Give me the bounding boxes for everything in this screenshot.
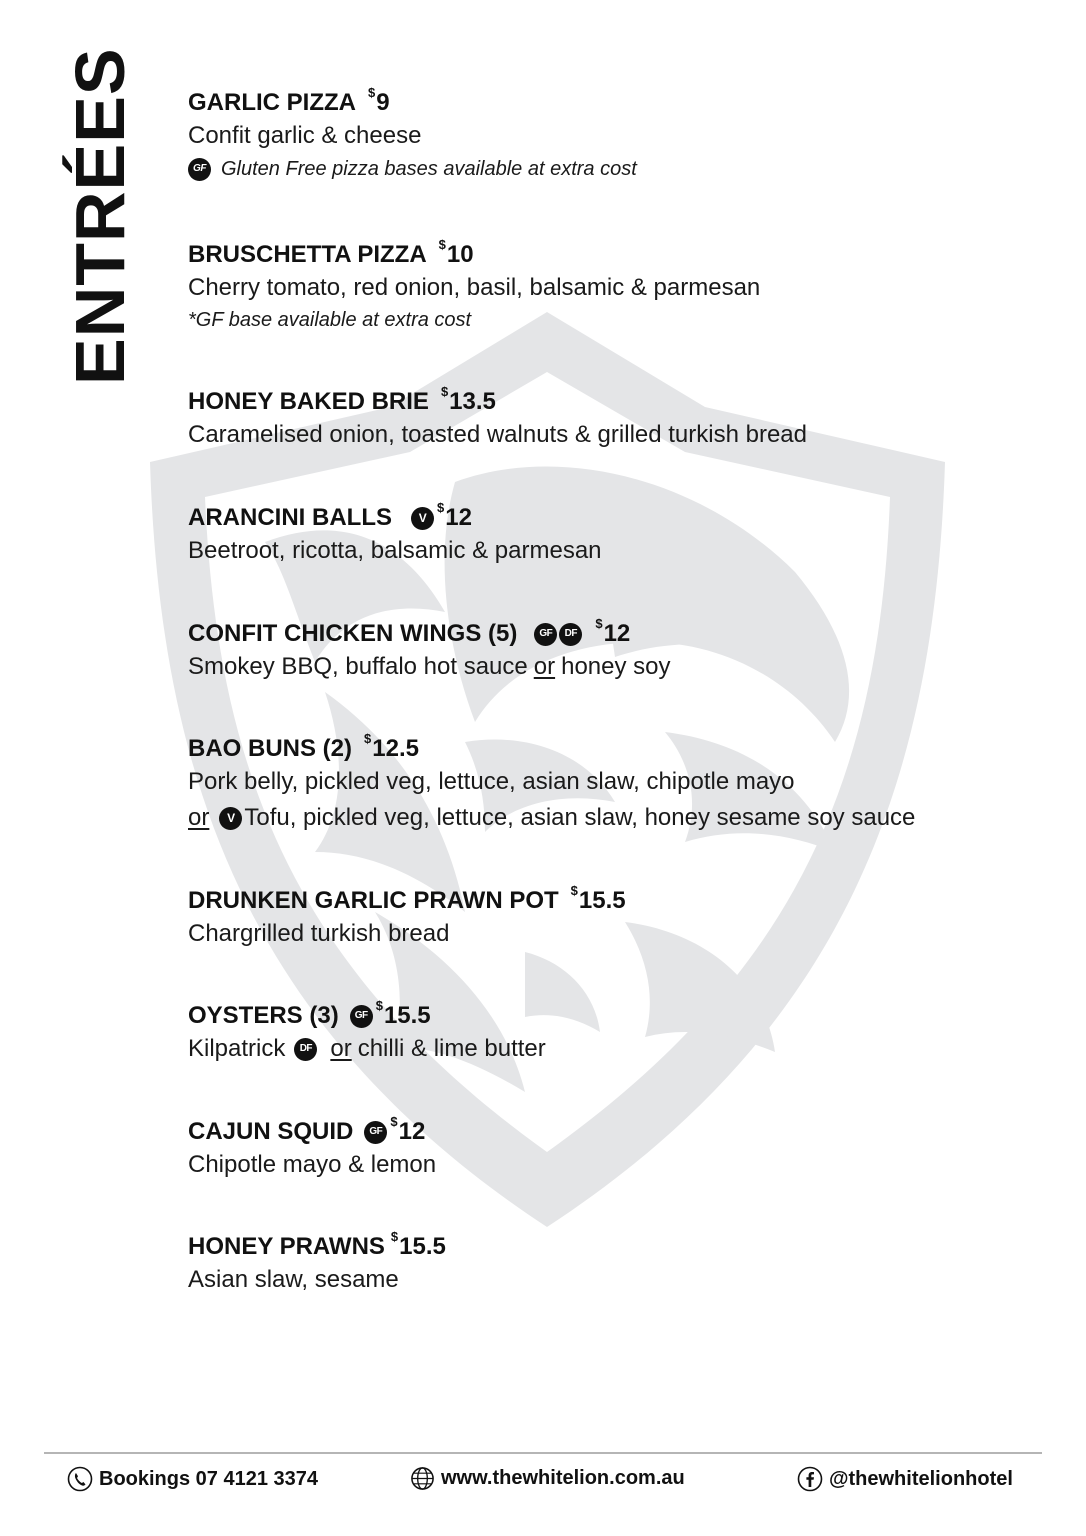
item-price: $ 15.5 (390, 1229, 446, 1260)
menu-item-honey-prawns (188, 1229, 446, 1298)
phone-text: Bookings 07 4121 3374 (99, 1467, 319, 1490)
item-price: $ 12.5 (364, 731, 419, 762)
social-handle: @thewhitelionhotel (829, 1467, 1013, 1490)
item-alt-description: or V Tofu, pickled veg, lettuce, asian slaw, honey sesame soy sauce (188, 804, 916, 831)
gluten-free-badge-icon: GF (534, 623, 557, 646)
vegetarian-badge-icon: V (219, 807, 242, 830)
section-title: ENTRÉES (61, 47, 139, 385)
item-description: Asian slaw, sesame (188, 1266, 399, 1293)
footer (0, 1466, 1086, 1500)
item-description: Chipotle mayo & lemon (188, 1151, 437, 1178)
item-name: ARANCINI BALLS (188, 504, 392, 531)
item-price: $ 9 (368, 85, 390, 116)
menu-item-oysters (188, 998, 546, 1067)
gluten-free-badge-icon: GF (364, 1121, 387, 1144)
item-description: Pork belly, pickled veg, lettuce, asian slaw, chipotle mayo (188, 768, 795, 795)
item-name: HONEY PRAWNS (188, 1233, 385, 1260)
menu-item-garlic-pizza (188, 85, 637, 184)
item-description: Smokey BBQ, buffalo hot sauce or honey soy (188, 653, 671, 680)
item-price: $ 12 (437, 500, 472, 531)
phone-icon (67, 1466, 93, 1492)
item-price: $ 15.5 (375, 998, 431, 1029)
footer-social[interactable] (797, 1466, 1013, 1492)
footer-website[interactable] (410, 1466, 685, 1491)
menu-item-arancini-balls (188, 500, 602, 569)
vegetarian-badge-icon: V (411, 507, 434, 530)
globe-icon (410, 1466, 435, 1491)
dairy-free-badge-icon: DF (294, 1038, 317, 1061)
item-price: $ 12 (390, 1114, 426, 1145)
item-name: BAO BUNS (2) (188, 735, 353, 762)
item-note: GF Gluten Free pizza bases available at extra cost (188, 154, 637, 184)
menu-item-honey-baked-brie (188, 384, 807, 453)
footer-divider (44, 1452, 1042, 1454)
item-name: CAJUN SQUID (188, 1118, 354, 1145)
item-price: $ 12 (595, 616, 631, 647)
gluten-free-badge-icon: GF (188, 158, 211, 181)
item-name: DRUNKEN GARLIC PRAWN POT (188, 887, 559, 914)
menu-item-confit-chicken-wings (188, 616, 671, 685)
item-description: Caramelised onion, toasted walnuts & grilled turkish bread (188, 421, 807, 448)
facebook-icon (797, 1466, 823, 1492)
item-description: Kilpatrick DF or chilli & lime butter (188, 1035, 546, 1062)
item-price: $ 10 (438, 237, 474, 268)
item-price: $ 15.5 (570, 883, 626, 914)
item-name: GARLIC PIZZA (188, 89, 356, 116)
item-name: OYSTERS (3) (188, 1002, 339, 1029)
website-link: www.thewhitelion.com.au (441, 1467, 685, 1489)
item-name: CONFIT CHICKEN WINGS (5) (188, 620, 518, 647)
menu-item-drunken-garlic-prawn-pot (188, 883, 626, 952)
footer-phone[interactable] (67, 1466, 318, 1492)
item-name: BRUSCHETTA PIZZA (188, 241, 427, 268)
item-description: Beetroot, ricotta, balsamic & parmesan (188, 537, 602, 564)
item-description: Chargrilled turkish bread (188, 920, 450, 947)
dairy-free-badge-icon: DF (559, 623, 582, 646)
item-description: Confit garlic & cheese (188, 122, 422, 149)
item-note: *GF base available at extra cost (188, 309, 472, 331)
item-description: Cherry tomato, red onion, basil, balsamic & parmesan (188, 274, 761, 301)
gluten-free-badge-icon: GF (350, 1005, 373, 1028)
menu-item-bruschetta-pizza (188, 237, 761, 334)
item-name: HONEY BAKED BRIE (188, 388, 429, 415)
menu-item-cajun-squid (188, 1114, 437, 1183)
menu-item-bao-buns (188, 731, 916, 836)
item-price: $ 13.5 (440, 384, 496, 415)
